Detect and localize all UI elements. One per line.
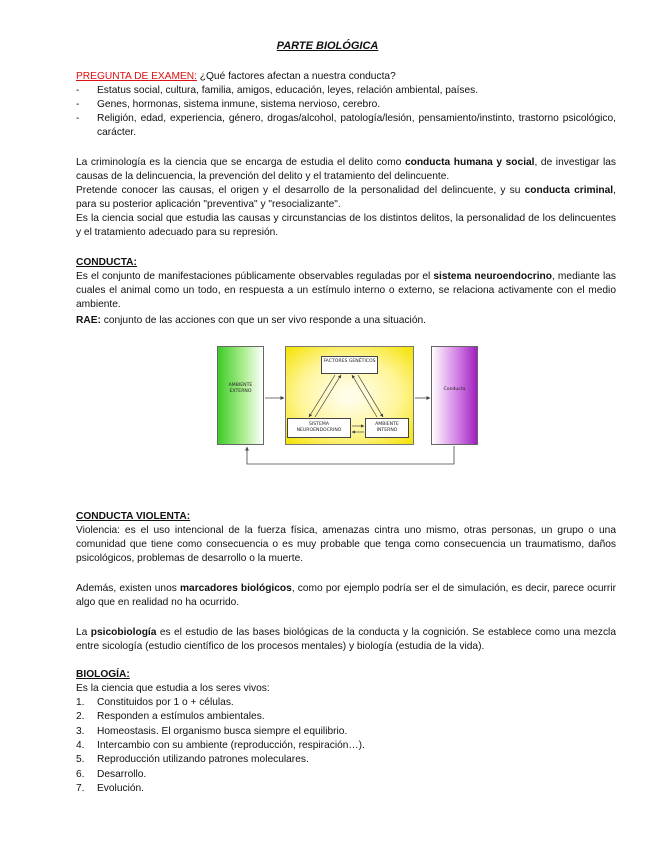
bold-run: psicobiología bbox=[90, 627, 157, 638]
list-item-text: Evolución. bbox=[97, 783, 145, 794]
biologia-intro: Es la ciencia que estudia a los seres vivos: bbox=[76, 683, 270, 694]
text-run: La bbox=[76, 627, 91, 638]
biologia-list-item: 2. Responden a estímulos ambientales. bbox=[76, 710, 616, 724]
list-item-text: Responden a estímulos ambientales. bbox=[97, 711, 265, 722]
internal-environment-label: AMBIENTE INTERNO bbox=[375, 422, 399, 433]
list-item-text: Homeostasis. El organismo busca siempre el equilibrio. bbox=[97, 726, 348, 737]
genetic-factors-label: FACTORES GENÉTICOS bbox=[323, 359, 376, 364]
exam-label: PREGUNTA DE EXAMEN: bbox=[76, 71, 197, 82]
rae-label: RAE: bbox=[76, 315, 101, 326]
text-run: La criminología es la ciencia que se encarga de estudia el delito como bbox=[76, 157, 405, 168]
text-run: es el estudio de las bases biológicas de la conducta y la cognición. Se establece como una mezcla entre sicología (estudio científico de los procesos mentales) y biología (estudia de la vida). bbox=[76, 627, 616, 652]
bold-run: conducta criminal bbox=[524, 185, 614, 196]
exam-bullet: - Estatus social, cultura, familia, amigos, educación, leyes, relación ambiental, países. bbox=[76, 84, 616, 98]
page-title: PARTE BIOLÓGICA bbox=[276, 40, 379, 52]
exam-question-text: ¿Qué factores afectan a nuestra conducta? bbox=[196, 71, 396, 82]
text-run: Además, existen unos bbox=[76, 583, 180, 594]
text-run: , mediante las cuales el animal como un todo, en respuesta a un estímulo interno o externo, se relaciona activamente con el medio ambiente. bbox=[76, 271, 616, 310]
text-run: Es el conjunto de manifestaciones públicamente observables reguladas por el bbox=[76, 271, 434, 282]
exam-bullet: - Genes, hormonas, sistema inmune, sistema nervioso, cerebro. bbox=[76, 98, 616, 112]
biologia-list-item: 4. Intercambio con su ambiente (reproducción, respiración…). bbox=[76, 739, 616, 753]
marcadores-paragraph bbox=[76, 582, 616, 610]
biologia-list-item: 7. Evolución. bbox=[76, 782, 616, 796]
biologia-list-item: 6. Desarrollo. bbox=[76, 768, 616, 782]
conducta-violenta-heading: CONDUCTA VIOLENTA: bbox=[76, 511, 191, 522]
arrow-internal-to-genes bbox=[352, 375, 377, 417]
exam-bullet-text: Genes, hormonas, sistema inmune, sistema nervioso, cerebro. bbox=[97, 99, 381, 110]
arrow-genes-to-internal bbox=[358, 375, 383, 417]
psicobiologia-paragraph bbox=[76, 626, 616, 654]
exam-question bbox=[76, 70, 616, 84]
biologia-list-item: 1. Constituidos por 1 o + células. bbox=[76, 696, 616, 710]
biologia-list-item: 3. Homeostasis. El organismo busca siempre el equilibrio. bbox=[76, 725, 616, 739]
text-run: Pretende conocer las causas, el origen y el desarrollo de la personalidad del delincuente, y su bbox=[76, 185, 525, 196]
list-item-text: Reproducción utilizando patrones moleculares. bbox=[97, 754, 309, 765]
conducta-paragraph bbox=[76, 270, 616, 312]
biologia-heading: BIOLOGÍA: bbox=[76, 669, 130, 680]
text-run: , de investigar las causas de la delincuencia, la prevención del delito y el tratamiento del delincuente. bbox=[76, 157, 616, 182]
exam-bullet-text: Religión, edad, experiencia, género, drogas/alcohol, patología/lesión, pensamiento/instinto, trastorno psicológico, carácter. bbox=[97, 113, 616, 138]
bold-run: conducta humana y social bbox=[404, 157, 535, 168]
list-item-text: Intercambio con su ambiente (reproducción, respiración…). bbox=[97, 740, 365, 751]
exam-bullet-text: Estatus social, cultura, familia, amigos, educación, leyes, relación ambiental, países. bbox=[97, 85, 479, 96]
criminologia-paragraph-3: Es la ciencia social que estudia las causas y circunstancias de los distintos delitos, la personalidad de los delincuentes y el tratamiento adecuado para su represión. bbox=[76, 213, 616, 238]
rae-definition bbox=[76, 314, 616, 328]
text-run: , para su posterior aplicación "preventiva" y "resocializante". bbox=[76, 185, 616, 210]
bold-run: sistema neuroendocrino bbox=[433, 271, 552, 282]
text-run: , como por ejemplo podría ser el de simulación, es decir, parece ocurrir algo que en realidad no ha ocurrido. bbox=[76, 583, 616, 608]
arrow-system-to-genes bbox=[315, 375, 341, 417]
biologia-list-item: 5. Reproducción utilizando patrones moleculares. bbox=[76, 753, 616, 767]
behavior-label: Conducta bbox=[443, 387, 466, 392]
diagram-arrows bbox=[217, 342, 479, 470]
conducta-heading: CONDUCTA: bbox=[76, 257, 137, 268]
exam-bullet: - Religión, edad, experiencia, género, drogas/alcohol, patología/lesión, pensamiento/instinto, trastorno psicológico, carácter. bbox=[76, 113, 616, 138]
criminologia-paragraph-2 bbox=[76, 184, 616, 212]
list-item-text: Constituidos por 1 o + células. bbox=[97, 697, 234, 708]
neuroendocrine-system-label: SISTEMA NEUROENDOCRINO bbox=[296, 422, 342, 433]
bold-run: marcadores biológicos bbox=[179, 583, 292, 594]
list-item-text: Desarrollo. bbox=[97, 769, 147, 780]
external-environment-label: AMBIENTE EXTERNO bbox=[228, 383, 253, 394]
feedback-loop-arrow bbox=[247, 446, 454, 464]
behavior-diagram bbox=[217, 342, 477, 470]
criminologia-paragraph-1 bbox=[76, 156, 616, 184]
rae-text: conjunto de las acciones con que un ser vivo responde a una situación. bbox=[100, 315, 426, 326]
arrow-genes-to-system bbox=[309, 375, 335, 417]
violencia-definition: Violencia: es el uso intencional de la fuerza física, amenazas cintra uno mismo, otras personas, un grupo o una comunidad que tiene como consecuencia o es muy probable que tenga como consecuencia un traumatismo, daños psicológicos, problemas de desarrollo o la muerte. bbox=[76, 525, 616, 564]
